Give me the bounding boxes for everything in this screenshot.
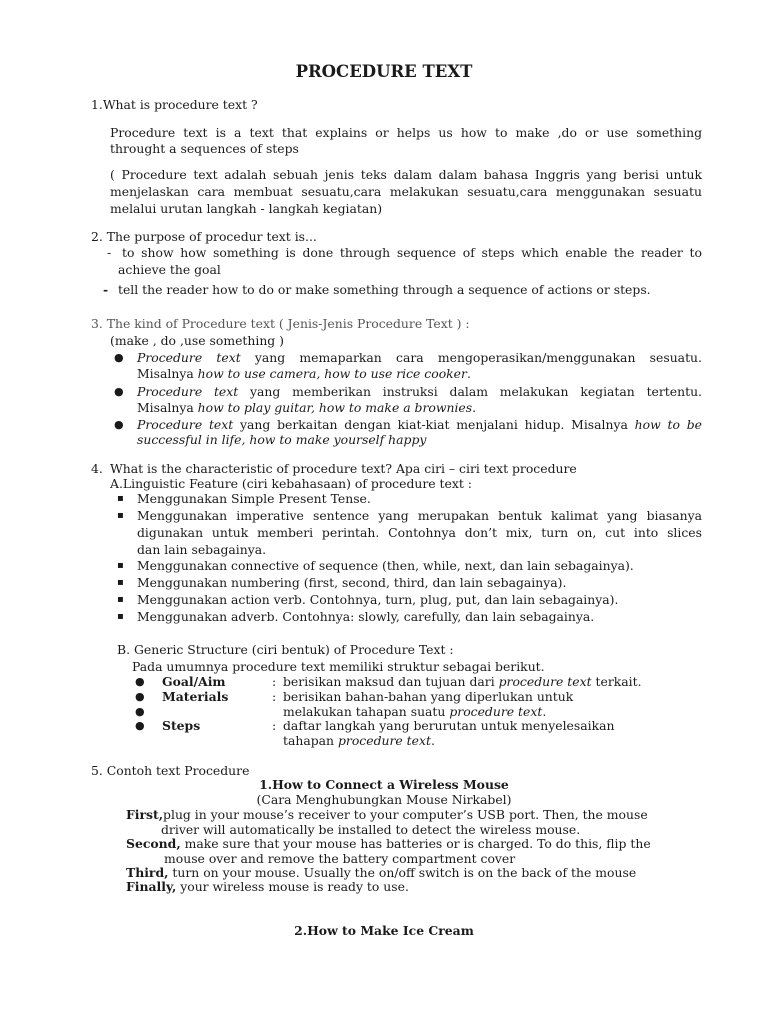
square-bullet-icon: ▪ bbox=[117, 493, 124, 504]
steps-term: Steps bbox=[162, 718, 201, 733]
s3-item-2-line2: Misalnya how to play guitar, how to make a brownies. bbox=[137, 400, 477, 415]
section-3-heading: 3. The kind of Procedure text ( Jenis-Jenis Procedure Text ) : bbox=[91, 316, 470, 331]
square-bullet-icon: ▪ bbox=[117, 594, 124, 605]
s4-a-item-3: Menggunakan connective of sequence (then, while, next, dan lain sebagainya). bbox=[137, 558, 634, 573]
section-1-heading: 1.What is procedure text ? bbox=[91, 97, 258, 112]
goal-aim-desc: berisikan maksud dan tujuan dari procedure text terkait. bbox=[283, 674, 642, 689]
dash-marker: - bbox=[107, 245, 112, 260]
example-1-title: 1.How to Connect a Wireless Mouse bbox=[259, 777, 509, 792]
materials-desc-line1: berisikan bahan-bahan yang diperlukan untuk bbox=[283, 689, 574, 704]
goal-aim-term: Goal/Aim bbox=[162, 674, 226, 689]
step-second-line2: mouse over and remove the battery compartment cover bbox=[164, 851, 516, 866]
step-finally: Finally, your wireless mouse is ready to use. bbox=[126, 879, 409, 894]
s1-para2-line2: menjelaskan cara membuat sesuatu,cara melakukan sesuatu,cara menggunakan sesuatu bbox=[110, 184, 702, 199]
materials-colon: : bbox=[272, 689, 277, 704]
square-bullet-icon: ▪ bbox=[117, 611, 124, 622]
s3-item-1-line2: Misalnya how to use camera, how to use rice cooker. bbox=[137, 366, 471, 381]
step-first-line1: First,plug in your mouse’s receiver to your computer’s USB port. Then, the mouse bbox=[126, 807, 648, 822]
s4-a-item-5: Menggunakan action verb. Contohnya, turn, plug, put, dan lain sebagainya). bbox=[137, 592, 619, 607]
s4-a-item-4: Menggunakan numbering (first, second, third, dan lain sebagainya). bbox=[137, 575, 567, 590]
s1-para2-line3: melalui urutan langkah - langkah kegiatan) bbox=[110, 201, 383, 216]
goal-aim-colon: : bbox=[272, 674, 277, 689]
section-2-heading: 2. The purpose of procedur text is... bbox=[91, 229, 317, 244]
s4-a-item-6: Menggunakan adverb. Contohnya: slowly, carefully, dan lain sebagainya. bbox=[137, 609, 595, 624]
bullet-icon: ● bbox=[135, 719, 145, 732]
s2-purpose-2: tell the reader how to do or make something through a sequence of actions or steps. bbox=[118, 282, 651, 297]
bullet-icon: ● bbox=[114, 418, 124, 431]
step-third: Third, turn on your mouse. Usually the on/off switch is on the back of the mouse bbox=[126, 865, 637, 880]
s2-purpose-1-line1: to show how something is done through sequence of steps which enable the reader to bbox=[122, 245, 702, 260]
s4-b-intro: Pada umumnya procedure text memiliki struktur sebagai berikut. bbox=[132, 659, 545, 674]
bullet-icon: ● bbox=[114, 385, 124, 398]
bullet-icon: ● bbox=[114, 351, 124, 364]
bullet-icon: ● bbox=[135, 705, 145, 718]
materials-term: Materials bbox=[162, 689, 229, 704]
steps-desc-line1: daftar langkah yang berurutan untuk menyelesaikan bbox=[283, 718, 615, 733]
s1-para1-line2: throught a sequences of steps bbox=[110, 141, 299, 156]
s4-subsection-b-heading: B. Generic Structure (ciri bentuk) of Procedure Text : bbox=[117, 642, 454, 657]
s1-para1-line1: Procedure text is a text that explains or helps us how to make ,do or use something bbox=[110, 125, 702, 140]
square-bullet-icon: ▪ bbox=[117, 560, 124, 571]
s4-a-item-2-line2: digunakan untuk memberi perintah. Contohnya don’t mix, turn on, cut into slices bbox=[137, 525, 702, 540]
steps-colon: : bbox=[272, 718, 277, 733]
steps-desc-line2: tahapan procedure text. bbox=[283, 733, 435, 748]
s4-a-item-2-line1: Menggunakan imperative sentence yang merupakan bentuk kalimat yang biasanya bbox=[137, 508, 702, 523]
s4-a-item-1: Menggunakan Simple Present Tense. bbox=[137, 491, 371, 506]
section-5-heading: 5. Contoh text Procedure bbox=[91, 763, 250, 778]
example-2-title: 2.How to Make Ice Cream bbox=[294, 923, 474, 938]
s1-para2-line1: ( Procedure text adalah sebuah jenis teks dalam dalam bahasa Inggris yang berisi untuk bbox=[110, 167, 702, 182]
square-bullet-icon: ▪ bbox=[117, 577, 124, 588]
bullet-icon: ● bbox=[135, 690, 145, 703]
s3-subtitle: (make , do ,use something ) bbox=[110, 333, 285, 348]
s3-item-3-line1: Procedure text yang berkaitan dengan kiat-kiat menjalani hidup. Misalnya how to be bbox=[137, 417, 702, 432]
square-bullet-icon: ▪ bbox=[117, 510, 124, 521]
s4-a-item-2-line3: dan lain sebagainya. bbox=[137, 542, 267, 557]
bullet-icon: ● bbox=[135, 675, 145, 688]
section-4-number: 4. bbox=[91, 461, 103, 476]
s3-item-1-line1: Procedure text yang memaparkan cara mengoperasikan/menggunakan sesuatu. bbox=[137, 350, 702, 365]
step-second-line1: Second, make sure that your mouse has batteries or is charged. To do this, flip the bbox=[126, 836, 651, 851]
dash-marker: - bbox=[103, 282, 109, 297]
s3-item-3-line2: successful in life, how to make yourself happy bbox=[137, 432, 427, 447]
example-1-subtitle: (Cara Menghubungkan Mouse Nirkabel) bbox=[256, 792, 512, 807]
s4-subsection-a-heading: A.Linguistic Feature (ciri kebahasaan) of procedure text : bbox=[110, 476, 472, 491]
step-first-line2: driver will automatically be installed to detect the wireless mouse. bbox=[161, 822, 581, 837]
materials-desc-line2: melakukan tahapan suatu procedure text. bbox=[283, 704, 547, 719]
page-title: PROCEDURE TEXT bbox=[295, 62, 473, 81]
s2-purpose-1-line2: achieve the goal bbox=[118, 262, 221, 277]
s3-item-2-line1: Procedure text yang memberikan instruksi dalam melakukan kegiatan tertentu. bbox=[137, 384, 702, 399]
section-4-heading: What is the characteristic of procedure text? Apa ciri – ciri text procedure bbox=[110, 461, 577, 476]
